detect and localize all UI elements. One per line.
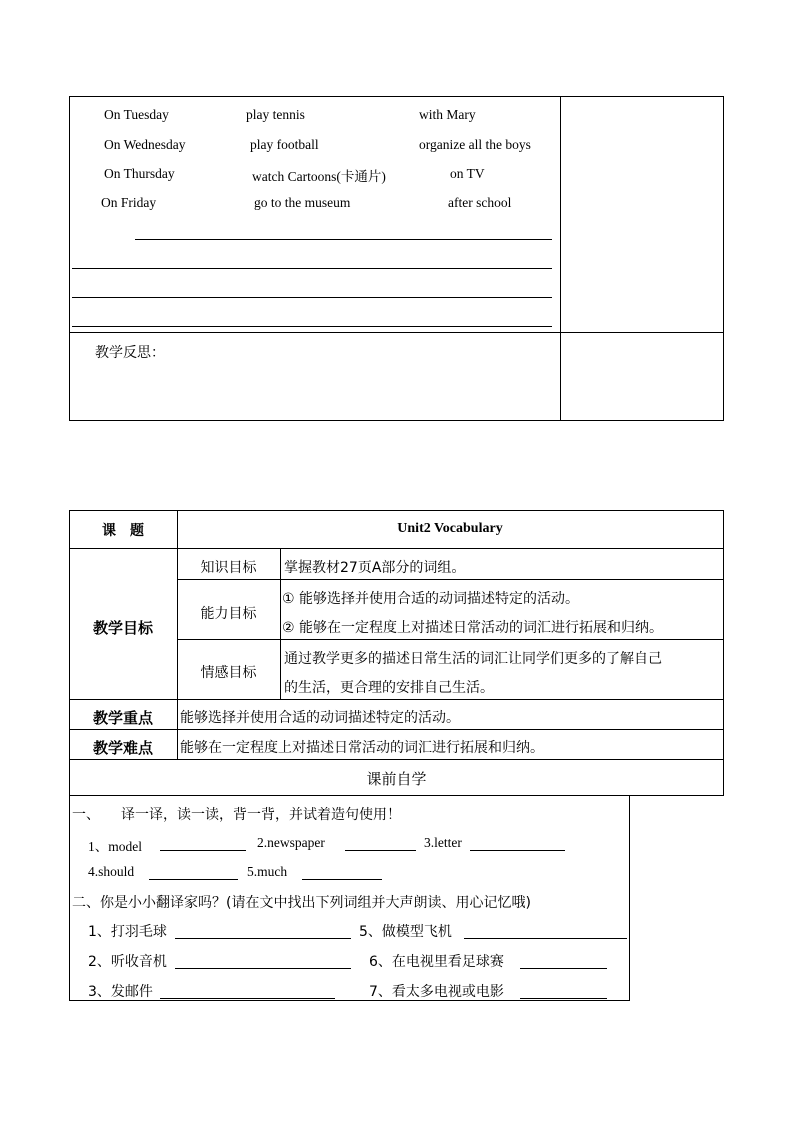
table-column-divider xyxy=(560,96,561,421)
table-border-top xyxy=(69,510,724,511)
table-border-bottom xyxy=(69,420,724,421)
answer-blank[interactable] xyxy=(345,850,416,851)
row-line xyxy=(69,548,724,549)
row-extra: with Mary xyxy=(419,107,476,122)
ability-label: 能力目标 xyxy=(200,606,257,622)
answer-blank[interactable] xyxy=(520,968,607,969)
answer-blank[interactable] xyxy=(464,938,627,939)
row-activity: play tennis xyxy=(246,107,305,122)
answer-blank[interactable] xyxy=(160,850,246,851)
answer-blank[interactable] xyxy=(175,968,351,969)
row-day: On Wednesday xyxy=(104,137,186,152)
difficulty-label: 教学难点 xyxy=(92,739,153,757)
objectives-label: 教学目标 xyxy=(92,619,153,637)
phrase-item: 1、打羽毛球 xyxy=(88,924,167,940)
answer-blank[interactable] xyxy=(149,879,238,880)
knowledge-label: 知识目标 xyxy=(200,560,257,576)
section1-title: 一、 译一译，读一读，背一背，并试着造句使用！ xyxy=(72,807,401,823)
row-activity: watch Cartoons(卡通片) xyxy=(252,169,386,184)
column-line xyxy=(280,548,281,700)
row-day: On Thursday xyxy=(104,166,175,181)
emotion-line: 通过教学更多的描述日常生活的词汇让同学们更多的了解自己 xyxy=(284,651,662,667)
table-border-bottom xyxy=(69,1000,630,1001)
emotion-label: 情感目标 xyxy=(200,665,257,681)
column-line xyxy=(629,795,630,1001)
row-activity: go to the museum xyxy=(254,195,351,210)
row-extra: organize all the boys xyxy=(419,137,531,152)
writing-line xyxy=(72,326,552,327)
answer-blank[interactable] xyxy=(520,998,607,999)
vocab-item: 2.newspaper xyxy=(257,835,325,850)
phrase-item: 5、做模型飞机 xyxy=(359,924,452,940)
row-extra: after school xyxy=(448,195,512,210)
writing-line xyxy=(72,297,552,298)
topic-label: 课 题 xyxy=(102,523,144,539)
key-value: 能够选择并使用合适的动词描述特定的活动。 xyxy=(180,710,460,726)
row-line xyxy=(69,759,724,760)
table-row-divider xyxy=(69,332,724,333)
vocab-item: 1、model xyxy=(88,839,142,854)
writing-line xyxy=(135,239,552,240)
row-activity: play football xyxy=(250,137,319,152)
row-day: On Tuesday xyxy=(104,107,169,122)
table-border-top xyxy=(69,96,724,97)
key-label: 教学重点 xyxy=(92,709,153,727)
section2-title: 二、你是小小翻译家吗？(请在文中找出下列词组并大声朗读、用心记忆哦) xyxy=(72,895,531,911)
row-line xyxy=(177,579,724,580)
topic-value: Unit2 Vocabulary xyxy=(397,521,503,536)
answer-blank[interactable] xyxy=(302,879,382,880)
row-line xyxy=(177,639,724,640)
table-border-left xyxy=(69,96,70,421)
phrase-item: 6、在电视里看足球赛 xyxy=(369,954,504,970)
difficulty-value: 能够在一定程度上对描述日常活动的词汇进行拓展和归纳。 xyxy=(180,740,544,756)
answer-blank[interactable] xyxy=(175,938,351,939)
writing-line xyxy=(72,268,552,269)
reflection-label: 教学反思： xyxy=(95,345,165,361)
row-line xyxy=(69,795,724,796)
phrase-item: 3、发邮件 xyxy=(88,984,153,1000)
answer-blank[interactable] xyxy=(470,850,565,851)
vocab-item: 4.should xyxy=(88,864,135,879)
knowledge-value: 掌握教材27页A部分的词组。 xyxy=(284,560,466,576)
row-line xyxy=(69,729,724,730)
emotion-line: 的生活，更合理的安排自己生活。 xyxy=(284,680,494,696)
row-extra: on TV xyxy=(450,166,485,181)
table-border-right xyxy=(723,96,724,421)
vocab-item: 3.letter xyxy=(424,835,462,850)
ability-item: ② 能够在一定程度上对描述日常活动的词汇进行拓展和归纳。 xyxy=(282,620,663,636)
row-line xyxy=(69,699,724,700)
answer-blank[interactable] xyxy=(160,998,335,999)
phrase-item: 7、看太多电视或电影 xyxy=(369,984,504,1000)
row-day: On Friday xyxy=(101,195,157,210)
vocab-item: 5.much xyxy=(247,864,288,879)
preview-label: 课前自学 xyxy=(366,770,427,788)
ability-item: ① 能够选择并使用合适的动词描述特定的活动。 xyxy=(282,591,579,607)
table-border-right xyxy=(723,510,724,796)
column-line xyxy=(177,510,178,760)
phrase-item: 2、听收音机 xyxy=(88,954,167,970)
